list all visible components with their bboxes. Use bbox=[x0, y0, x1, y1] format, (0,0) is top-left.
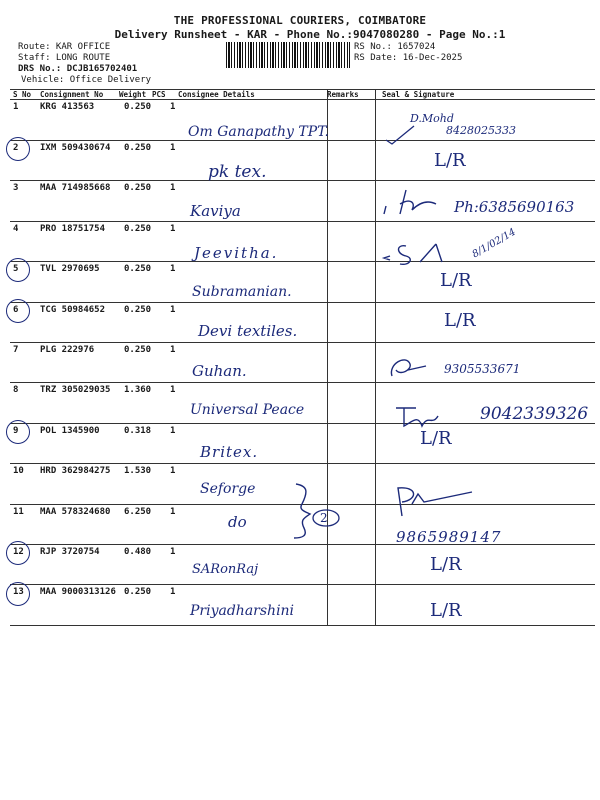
row-consignment: KRG 413563 bbox=[40, 102, 95, 112]
signature-name: D.Mohd bbox=[410, 112, 454, 125]
row-check-circle bbox=[6, 258, 30, 282]
row-sno: 5 bbox=[13, 264, 19, 274]
row-sno: 13 bbox=[13, 587, 24, 597]
col-consignment: Consignment No bbox=[40, 90, 104, 99]
row-divider bbox=[10, 221, 595, 222]
col-pcs: PCS bbox=[152, 90, 166, 99]
runsheet-subtitle: Delivery Runsheet - KAR - Phone No.:9047080280 - Page No.:1 bbox=[114, 28, 506, 41]
row-pcs: 1 bbox=[170, 102, 176, 112]
signature-scribble bbox=[386, 350, 436, 382]
row-consignment: MAA 578324680 bbox=[40, 507, 111, 517]
signature-lr: L/R bbox=[434, 150, 466, 171]
signature-phone: 9042339326 bbox=[480, 404, 589, 424]
row-pcs: 1 bbox=[170, 587, 176, 597]
drs-label: DRS No.: DCJB165702401 bbox=[18, 64, 138, 74]
row-divider bbox=[10, 342, 595, 343]
consignee-handwriting: Om Ganapathy TPT. bbox=[188, 124, 329, 140]
signature-scribble bbox=[380, 118, 420, 148]
row-pcs: 1 bbox=[170, 547, 176, 557]
signature-scribble bbox=[380, 238, 460, 268]
signature-phone: 8428025333 bbox=[446, 124, 516, 137]
row-divider bbox=[10, 584, 595, 585]
row-consignment: MAA 714985668 bbox=[40, 183, 111, 193]
row-weight: 1.360 bbox=[124, 385, 152, 395]
consignee-handwriting: pk tex. bbox=[208, 162, 267, 182]
row-weight: 0.250 bbox=[124, 305, 152, 315]
row-consignment: TCG 50984652 bbox=[40, 305, 106, 315]
row-pcs: 1 bbox=[170, 183, 176, 193]
signature-lr: L/R bbox=[444, 310, 476, 331]
row-consignment: MAA 9000313126 bbox=[40, 587, 116, 597]
row-pcs: 1 bbox=[170, 507, 176, 517]
col-weight: Weight bbox=[119, 90, 147, 99]
row-pcs: 1 bbox=[170, 224, 176, 234]
row-divider bbox=[10, 261, 595, 262]
row-sno: 10 bbox=[13, 466, 24, 476]
row-sno: 8 bbox=[13, 385, 19, 395]
row-consignment: PRO 18751754 bbox=[40, 224, 106, 234]
signature-scribble bbox=[380, 184, 460, 224]
row-sno: 9 bbox=[13, 426, 19, 436]
row-consignment: IXM 509430674 bbox=[40, 143, 111, 153]
row-weight: 0.318 bbox=[124, 426, 152, 436]
row-check-circle bbox=[6, 420, 30, 444]
consignee-handwriting: Priyadharshini bbox=[190, 603, 295, 619]
signature-phone: 9305533671 bbox=[444, 362, 521, 376]
signature-phone: 9865989147 bbox=[396, 528, 502, 546]
col-sno: S No bbox=[13, 90, 32, 99]
row-check-circle bbox=[6, 582, 30, 606]
consignee-handwriting: Britex. bbox=[200, 443, 259, 461]
row-pcs: 1 bbox=[170, 426, 176, 436]
consignee-handwriting: Devi textiles. bbox=[198, 322, 298, 340]
consignee-handwriting: Kaviya bbox=[190, 202, 241, 220]
consignee-handwriting: Seforge bbox=[200, 481, 256, 497]
row-sno: 11 bbox=[13, 507, 24, 517]
col-remarks: Remarks bbox=[327, 90, 359, 99]
table-header-border bbox=[10, 99, 595, 100]
row-consignment: TRZ 305029035 bbox=[40, 385, 111, 395]
rs-date: RS Date: 16-Dec-2025 bbox=[354, 53, 463, 63]
signature-scribble bbox=[388, 482, 478, 522]
vehicle-label: Vehicle: Office Delivery bbox=[21, 75, 152, 85]
row-pcs: 1 bbox=[170, 143, 176, 153]
signature-lr: L/R bbox=[420, 428, 452, 449]
row-divider bbox=[10, 382, 595, 383]
row-weight: 0.250 bbox=[124, 102, 152, 112]
signature-phone: Ph:6385690163 bbox=[454, 198, 575, 216]
bracket-count: 2 bbox=[320, 511, 328, 525]
row-consignment: POL 1345900 bbox=[40, 426, 100, 436]
row-pcs: 1 bbox=[170, 466, 176, 476]
row-divider bbox=[10, 180, 595, 181]
row-weight: 0.250 bbox=[124, 587, 152, 597]
row-divider bbox=[10, 302, 595, 303]
row-sno: 4 bbox=[13, 224, 19, 234]
row-divider bbox=[10, 625, 595, 626]
row-consignment: TVL 2970695 bbox=[40, 264, 100, 274]
row-sno: 7 bbox=[13, 345, 19, 355]
consignee-handwriting: do bbox=[228, 513, 247, 531]
row-divider bbox=[10, 140, 595, 141]
rs-number: RS No.: 1657024 bbox=[354, 42, 436, 52]
staff-label: Staff: LONG ROUTE bbox=[18, 53, 111, 63]
row-sno: 2 bbox=[13, 143, 19, 153]
row-consignment: PLG 222976 bbox=[40, 345, 95, 355]
row-divider bbox=[10, 544, 595, 545]
row-sno: 6 bbox=[13, 305, 19, 315]
row-weight: 0.250 bbox=[124, 345, 152, 355]
consignee-handwriting: Universal Peace bbox=[190, 402, 305, 418]
row-weight: 0.250 bbox=[124, 143, 152, 153]
row-check-circle bbox=[6, 299, 30, 323]
signature-code: 8/1/02/14 bbox=[470, 226, 518, 261]
row-check-circle bbox=[6, 137, 30, 161]
row-pcs: 1 bbox=[170, 305, 176, 315]
col-signature: Seal & Signature bbox=[382, 90, 455, 99]
row-weight: 0.250 bbox=[124, 264, 152, 274]
consignee-handwriting: SARonRaj bbox=[192, 562, 259, 577]
bracket-mark bbox=[288, 480, 348, 540]
consignee-handwriting: Subramanian. bbox=[192, 284, 292, 300]
row-consignment: HRD 362984275 bbox=[40, 466, 111, 476]
row-sno: 12 bbox=[13, 547, 24, 557]
row-pcs: 1 bbox=[170, 385, 176, 395]
consignee-handwriting: Jeevitha. bbox=[194, 244, 279, 262]
row-pcs: 1 bbox=[170, 345, 176, 355]
col-consignee: Consignee Details bbox=[178, 90, 255, 99]
row-weight: 6.250 bbox=[124, 507, 152, 517]
row-weight: 0.480 bbox=[124, 547, 152, 557]
row-consignment: RJP 3720754 bbox=[40, 547, 100, 557]
row-weight: 0.250 bbox=[124, 183, 152, 193]
signature-lr: L/R bbox=[430, 554, 462, 575]
consignee-handwriting: Guhan. bbox=[192, 362, 247, 380]
row-sno: 3 bbox=[13, 183, 19, 193]
signature-lr: L/R bbox=[440, 270, 472, 291]
row-sno: 1 bbox=[13, 102, 19, 112]
company-title: THE PROFESSIONAL COURIERS, COIMBATORE bbox=[173, 14, 427, 27]
row-pcs: 1 bbox=[170, 264, 176, 274]
row-divider bbox=[10, 463, 595, 464]
row-weight: 0.250 bbox=[124, 224, 152, 234]
barcode bbox=[226, 42, 350, 68]
route-label: Route: KAR OFFICE bbox=[18, 42, 111, 52]
row-check-circle bbox=[6, 541, 30, 565]
signature-lr: L/R bbox=[430, 600, 462, 621]
row-weight: 1.530 bbox=[124, 466, 152, 476]
